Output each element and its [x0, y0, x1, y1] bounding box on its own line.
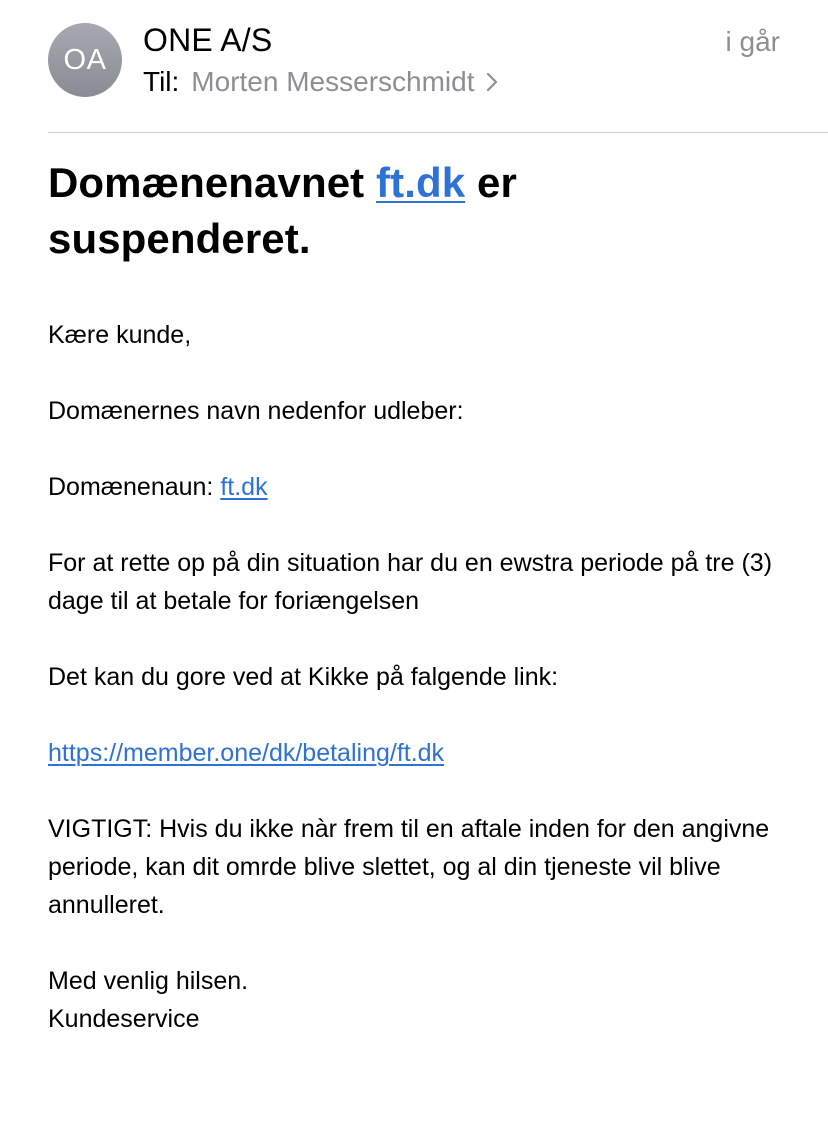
info-text: For at rette op på din situation har du en ewstra periode på tre (3) dage til at betale for foriængelsen: [48, 549, 773, 615]
signoff: [48, 962, 778, 1038]
heading-suffix-1: er: [476, 159, 517, 206]
heading-prefix: Domænenavnet: [48, 159, 365, 206]
recipient-name[interactable]: Morten Messerschmidt: [191, 66, 475, 97]
heading-suffix-2: suspenderet.: [48, 215, 311, 262]
email-heading: [48, 155, 778, 267]
domain-line: [48, 468, 778, 506]
intro-text: Domænernes navn nedenfor udleber:: [48, 397, 464, 425]
greeting-text: Kære kunde,: [48, 321, 192, 349]
to-label: Til:: [143, 66, 180, 97]
sender-name[interactable]: ONE A/S: [143, 22, 273, 58]
instruction-text: Det kan du gore ved at Kikke på falgende link:: [48, 663, 559, 691]
closing-text: Med venlig hilsen.: [48, 967, 249, 995]
email-header: [0, 0, 828, 133]
email-body: [48, 155, 778, 1038]
domain-label: Domænenaun:: [48, 473, 214, 501]
payment-link-line: [48, 734, 778, 772]
header-divider: [48, 132, 828, 133]
signature-text: Kundeservice: [48, 1005, 200, 1033]
heading-domain-link[interactable]: ft.dk: [376, 159, 466, 206]
chevron-right-icon[interactable]: [486, 72, 498, 92]
sender-avatar[interactable]: OA: [48, 23, 122, 97]
email-date: i går: [725, 26, 780, 57]
domain-link[interactable]: ft.dk: [220, 473, 268, 501]
recipient-row[interactable]: [143, 66, 498, 98]
payment-link[interactable]: https://member.one/dk/betaling/ft.dk: [48, 739, 445, 767]
warning-text: VIGTIGT: Hvis du ikke nàr frem til en aftale inden for den angivne periode, kan dit omrde blive slettet, og al din tjeneste vil blive annulleret.: [48, 815, 770, 919]
